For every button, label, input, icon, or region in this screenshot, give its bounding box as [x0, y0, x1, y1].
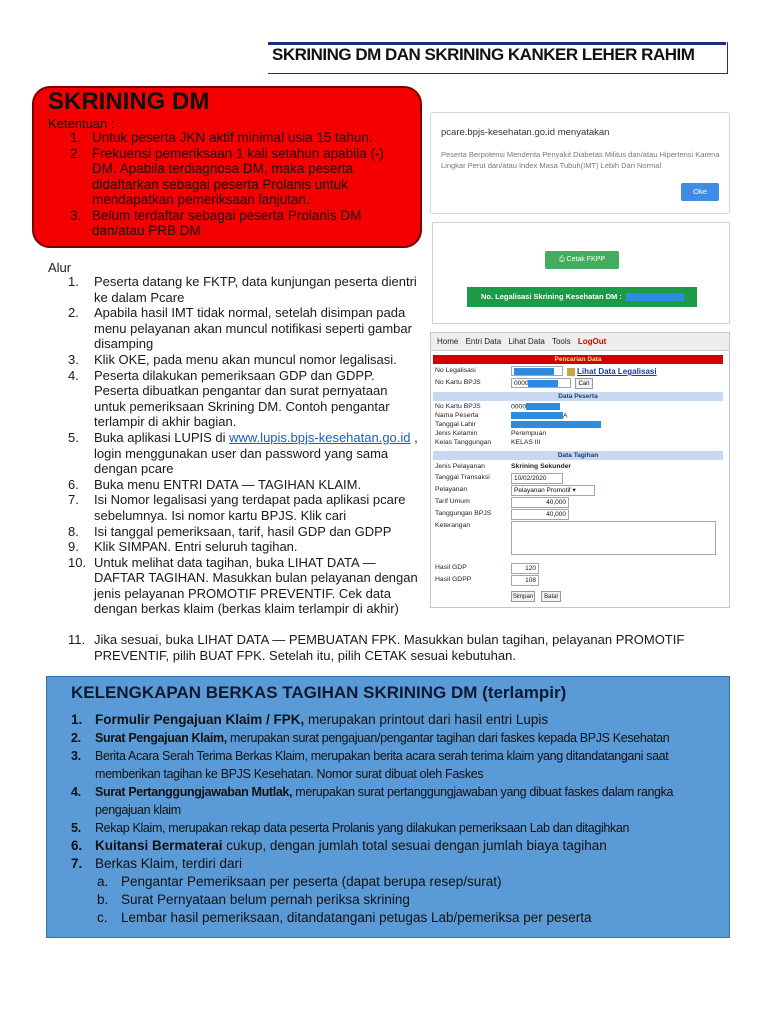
berkas-item: 2. Surat Pengajuan Klaim, merupakan surat pengajuan/pengantar tagihan dari faskes kepada BPJS Kesehatan: [71, 731, 670, 745]
simpan-button[interactable]: Simpan: [511, 591, 535, 602]
label-kartu-peserta: No Kartu BPJS: [435, 403, 481, 410]
kelengkapan-title: KELENGKAPAN BERKAS TAGIHAN SKRINING DM (terlampir): [71, 683, 567, 702]
no-legalisasi-input[interactable]: [511, 366, 563, 376]
batal-button[interactable]: Batal: [541, 591, 561, 602]
page-header-banner: [268, 42, 728, 74]
alur-step: 3. Klik OKE, pada menu akan muncul nomor legalisasi.: [68, 351, 397, 367]
alur-step: 5. Buka aplikasi LUPIS di www.lupis.bpjs-kesehatan.go.id , login menggunakan user dan password yang sama dengan pcare: [68, 429, 418, 477]
ketentuan-item: 1. Untuk peserta JKN aktif minimal usia 15 tahun.: [70, 130, 373, 145]
label-hasil-gdpp: Hasil GDPP: [435, 576, 472, 583]
page-title: SKRINING DM DAN SKRINING KANKER LEHER RAHIM: [272, 45, 695, 64]
alur-label: Alur: [48, 260, 72, 275]
alur-step: 2. Apabila hasil IMT tidak normal, setelah disimpan pada menu pelayanan akan muncul notifikasi seperti gambar disamping: [68, 305, 412, 352]
value-jenis-kelamin: Perempuan: [511, 430, 547, 437]
menu-home[interactable]: Home: [437, 337, 459, 346]
label-tanggal-lahir: Tanggal Lahir: [435, 421, 476, 428]
alur-step: 10. Untuk melihat data tagihan, buka LIHAT DATA — DAFTAR TAGIHAN. Masukkan bulan pelayanan dengan jenis pelayanan PROMOTIF PREVENTIF. Cek data dengan berkas klaim (berkas klaim terlampir di akhir): [68, 554, 418, 617]
alert-message: Peserta Berpotensi Menderita Penyakit Diabetas Militus dan/atau Hipertensi Karena Lingkar Perut dan/atau Index Masa Tubuh(IMT) Lebih Dari Normal: [441, 150, 720, 170]
skrining-dm-heading: SKRINING DM: [48, 88, 210, 115]
menu-entri-data[interactable]: Entri Data: [465, 337, 502, 346]
value-kartu-peserta: 0000: [511, 403, 560, 410]
value-jenis-pelayanan: Skrining Sekunder: [511, 463, 572, 470]
menu-logout[interactable]: LogOut: [577, 337, 607, 346]
berkas-item: 4. Surat Pertanggungjawaban Mutlak, merupakan surat pertanggungjawaban yang dibuat faskes dalam rangka pengajuan klaim: [71, 785, 674, 817]
pcare-alert-dialog: [430, 112, 730, 214]
label-jenis-pelayanan: Jenis Pelayanan: [435, 463, 485, 470]
alur-step: 4. Peserta dilakukan pemeriksaan GDP dan GDPP. Peserta dibuatkan pengantar dan surat pernyataan untuk pemeriksaan Skrining DM. Contoh pengantar terlampir di akhir bagian.: [68, 367, 390, 430]
berkas-item: 1. Formulir Pengajuan Klaim / FPK, merupakan printout dari hasil entri Lupis: [71, 712, 549, 727]
lupis-link[interactable]: www.lupis.bpjs-kesehatan.go.id: [229, 429, 411, 445]
berkas-item: 5. Rekap Klaim, merupakan rekap data peserta Prolanis yang dilakukan pemeriksaan Lab dan ditagihkan: [71, 821, 630, 835]
label-tanggal-transaksi: Tanggal Transaksi: [435, 474, 490, 481]
pcare-legalisasi-panel: [432, 222, 730, 324]
dropdown-arrow-icon: ▾: [572, 487, 576, 494]
lihat-data-icon: [567, 368, 575, 376]
hasil-gdp-input[interactable]: 120: [511, 563, 539, 574]
legalisasi-number-banner: No. Legalisasi Skrining Kesehatan DM :: [467, 287, 697, 307]
alur-step: 9. Klik SIMPAN. Entri seluruh tagihan.: [68, 539, 298, 555]
berkas-subitem: a. Pengantar Pemeriksaan per peserta (dapat berupa resep/surat): [97, 874, 502, 889]
lupis-menubar: [431, 333, 729, 351]
label-nama-peserta: Nama Peserta: [435, 412, 479, 419]
tanggungan-bpjs-input[interactable]: 40,000: [511, 509, 569, 520]
label-no-legalisasi: No Legalisasi: [435, 367, 476, 374]
hasil-gdpp-input[interactable]: 108: [511, 575, 539, 586]
section-data-tagihan: Data Tagihan: [433, 451, 723, 460]
alur-step: 8. Isi tanggal pemeriksaan, tarif, hasil GDP dan GDPP: [68, 523, 392, 539]
ok-button[interactable]: Oke: [681, 183, 719, 201]
ketentuan-label: Ketentuan :: [48, 116, 115, 131]
print-icon: ⎙: [558, 256, 567, 263]
kelengkapan-list: [67, 711, 727, 927]
redacted-number: [626, 293, 684, 301]
ketentuan-list: [48, 130, 410, 239]
value-nama-peserta: A: [511, 412, 568, 419]
lupis-entry-form: [430, 332, 730, 608]
no-kartu-input[interactable]: 0000: [511, 378, 571, 388]
cari-button[interactable]: Cari: [575, 378, 593, 389]
cetak-fkpp-button[interactable]: ⎙ Cetak FKPP: [545, 251, 619, 269]
value-tanggal-lahir: [511, 421, 601, 428]
alert-site-label: pcare.bpjs-kesehatan.go.id menyatakan: [441, 127, 610, 138]
label-jenis-kelamin: Jenis Kelamin: [435, 430, 478, 437]
section-data-peserta: Data Peserta: [433, 392, 723, 401]
menu-tools[interactable]: Tools: [551, 337, 571, 346]
label-no-kartu: No Kartu BPJS: [435, 379, 481, 386]
berkas-item: 6. Kuitansi Bermaterai cukup, dengan jumlah total sesuai dengan jumlah biaya tagihan: [71, 838, 607, 853]
keterangan-textarea[interactable]: [511, 521, 716, 555]
tanggal-transaksi-input[interactable]: 10/02/2020: [511, 473, 563, 484]
section-pencarian: Pencarian Data: [433, 355, 723, 364]
ketentuan-item: 2. Frekuensi pemeriksaan 1 kali setahun apabila (-) DM. Apabila terdiagnosa DM, maka peserta didaftarkan sebagai peserta Prolanis untuk mendapatkan pemeriksaan lanjutan.: [70, 145, 384, 207]
alur-step: 1. Peserta datang ke FKTP, data kunjungan peserta dientri ke dalam Pcare: [68, 274, 417, 305]
berkas-item: 7. Berkas Klaim, terdiri dari a. Pengantar Pemeriksaan per peserta (dapat berupa resep/surat) b. Surat Pernyataan belum pernah periksa skrining c. Lembar hasil pemeriksaan, ditandatangani petugas Lab/pemeriksa per peserta: [67, 855, 727, 927]
alur-list: [48, 274, 420, 617]
berkas-klaim-sublist: [95, 873, 727, 927]
value-kelas: KELAS III: [511, 439, 541, 446]
berkas-item: 3. Berita Acara Serah Terima Berkas Klaim, merupakan berita acara serah terima klaim yang ditandatangani saat memberikan tagihan ke BPJS Kesehatan. Nomor surat dibuat oleh Faskes: [71, 749, 669, 781]
label-hasil-gdp: Hasil GDP: [435, 564, 467, 571]
label-pelayanan: Pelayanan: [435, 486, 468, 493]
pelayanan-select[interactable]: Pelayanan Promotif ▾: [511, 485, 595, 496]
label-tanggungan-bpjs: Tanggungan BPJS: [435, 510, 492, 517]
alur-step: 7. Isi Nomor legalisasi yang terdapat pada aplikasi pcare sebelumnya. Isi nomor kartu BPJS. Klik cari: [68, 492, 406, 523]
label-kelas: Kelas Tanggungan: [435, 439, 492, 446]
kelengkapan-berkas-box: [46, 676, 730, 938]
berkas-subitem: b. Surat Pernyataan belum pernah periksa skrining: [97, 892, 410, 907]
lihat-data-legalisasi-link[interactable]: Lihat Data Legalisasi: [577, 367, 657, 376]
label-keterangan: Keterangan: [435, 522, 471, 529]
ketentuan-item: 3. Belum terdaftar sebagai peserta Prolanis DM dan/atau PRB DM: [70, 207, 362, 238]
menu-lihat-data[interactable]: Lihat Data: [508, 337, 545, 346]
label-tarif-umum: Tarif Umum: [435, 498, 470, 505]
skrining-dm-box: [32, 86, 422, 248]
tarif-umum-input[interactable]: 40,000: [511, 497, 569, 508]
berkas-subitem: c. Lembar hasil pemeriksaan, ditandatangani petugas Lab/pemeriksa per peserta: [97, 910, 592, 925]
alur-step-11: 11. Jika sesuai, buka LIHAT DATA — PEMBUATAN FPK. Masukkan bulan tagihan, pelayanan PROMOTIF PREVENTIF, pilih BUAT FPK. Setelah itu, pilih CETAK sesuai kebutuhan.: [68, 632, 685, 663]
alur-step: 6. Buka menu ENTRI DATA — TAGIHAN KLAIM.: [68, 476, 362, 492]
